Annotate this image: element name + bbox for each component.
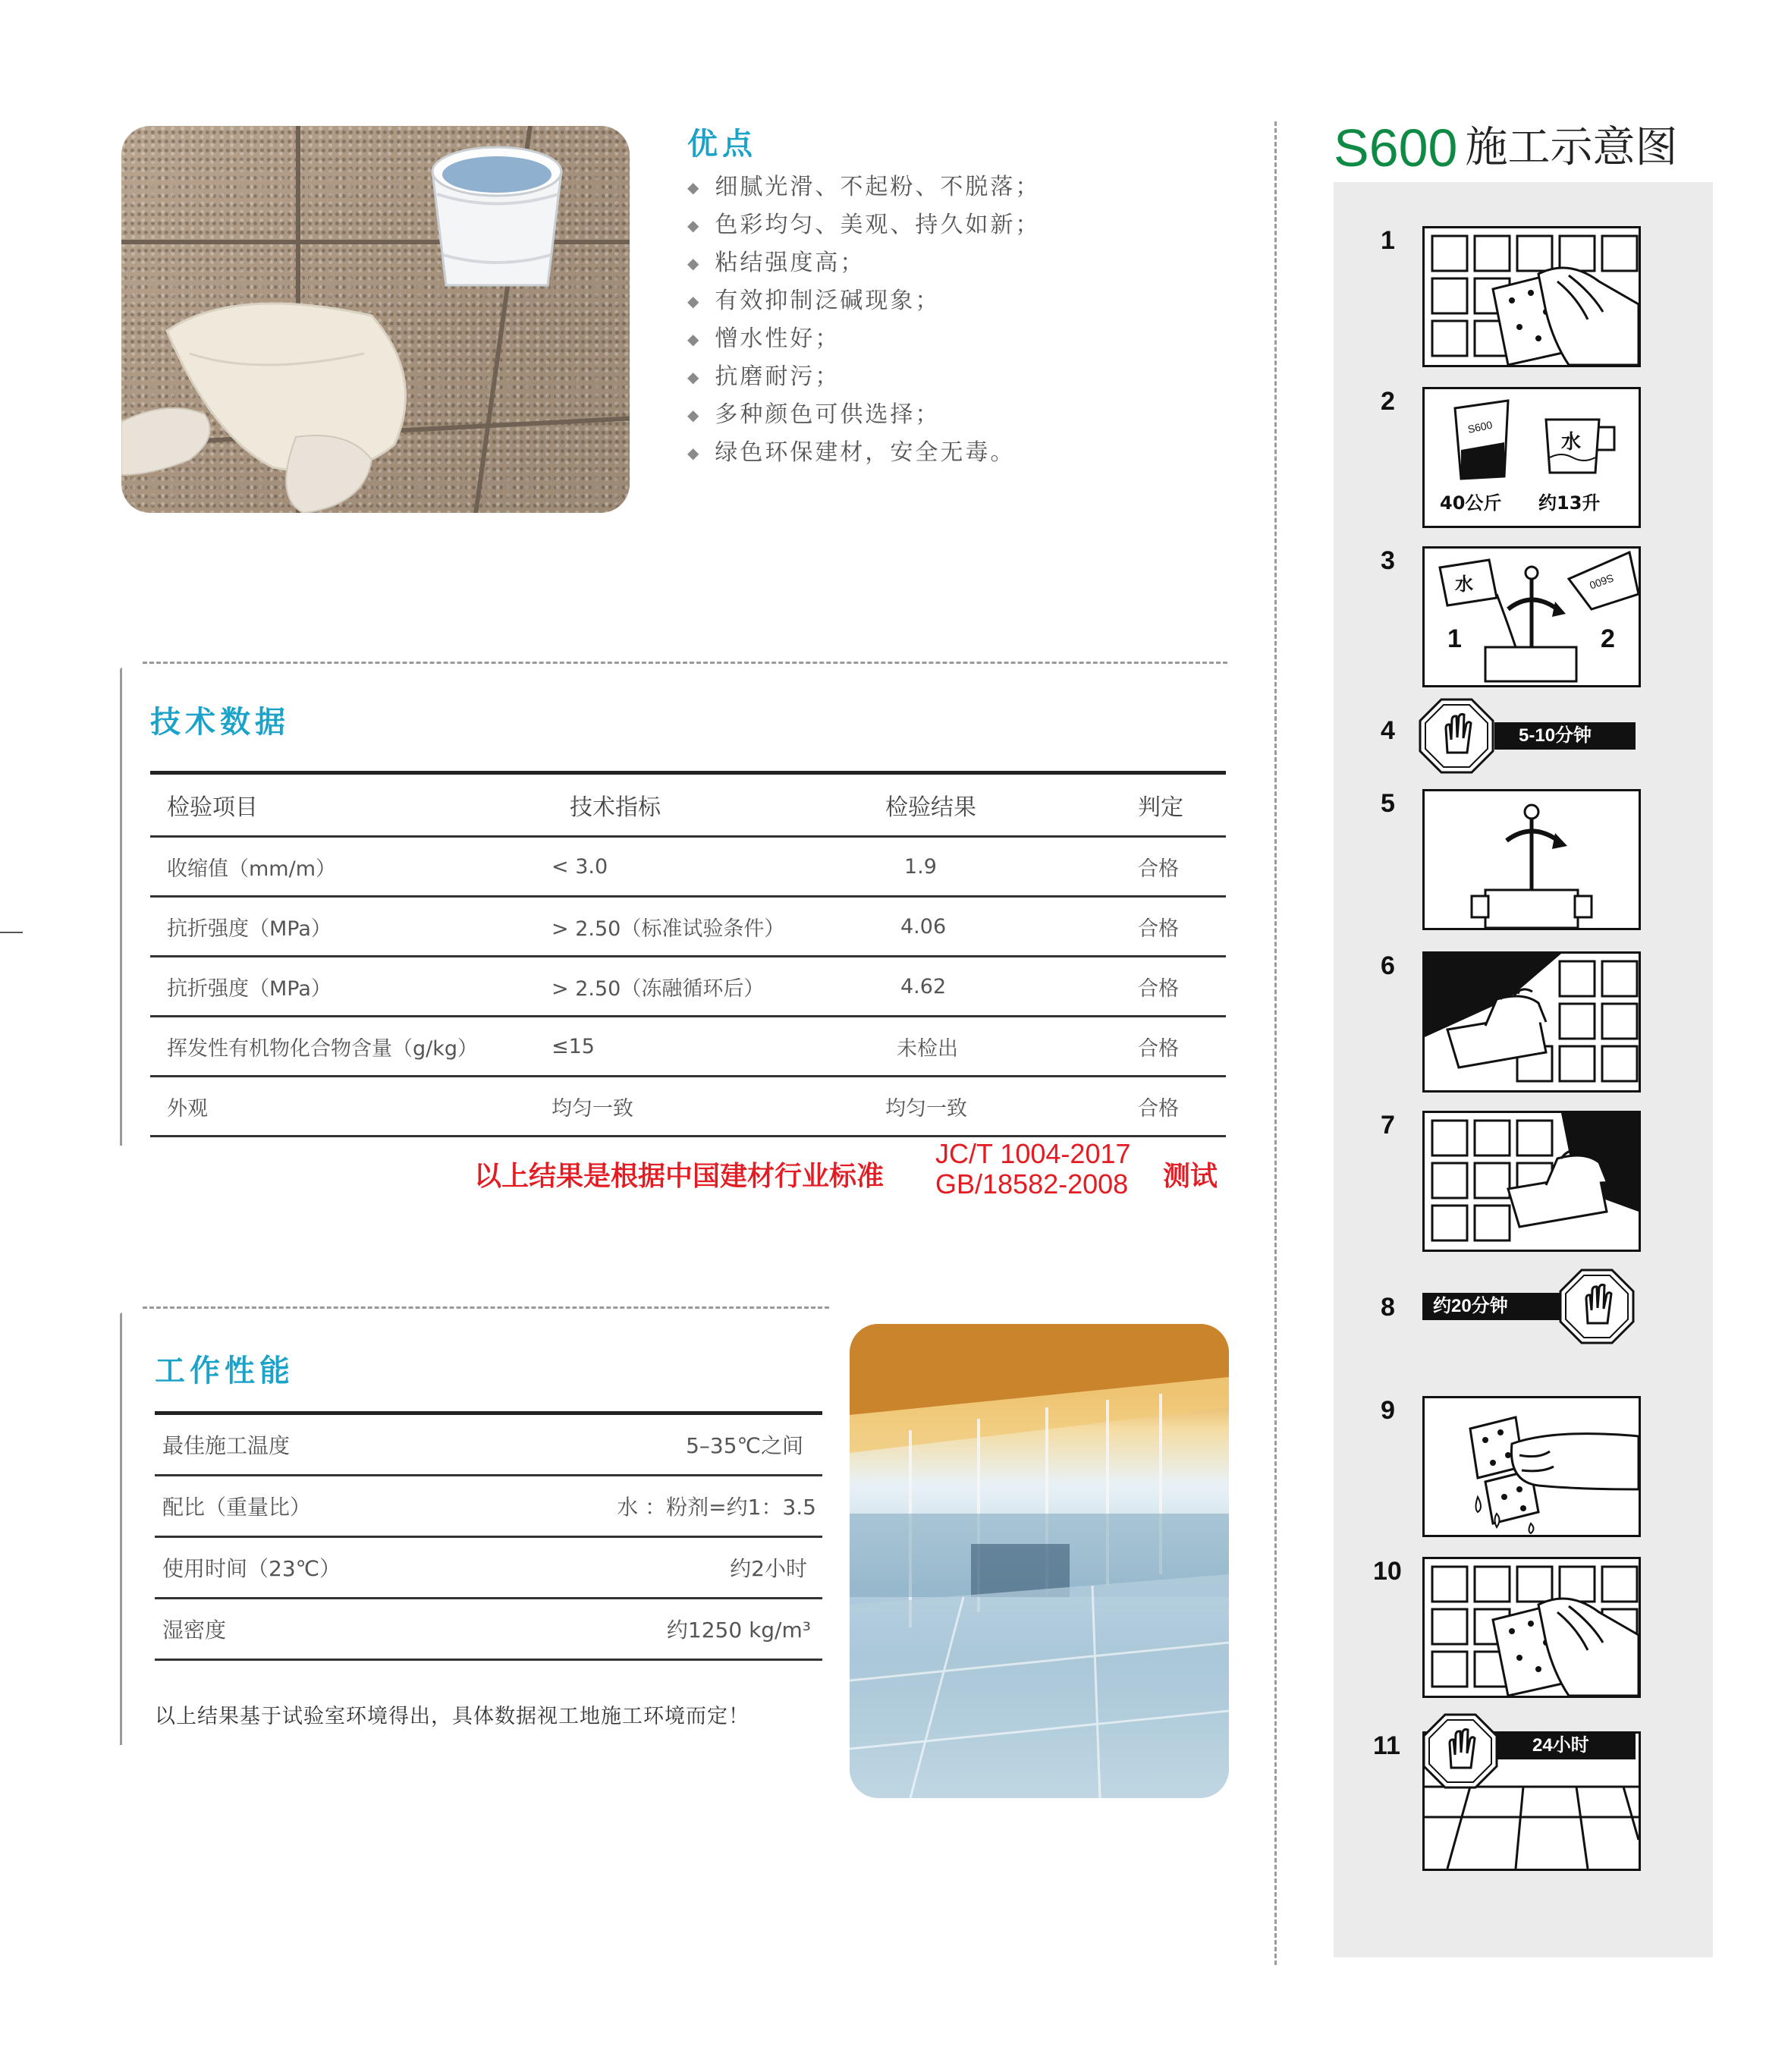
diagram-title <box>1334 114 1677 178</box>
wait-time-bar: 约20分钟 <box>1422 1293 1574 1320</box>
table-cell: 合格 <box>1121 1017 1226 1077</box>
table-row <box>155 1537 822 1599</box>
advantage-text: 细腻光滑、不起粉、不脱落； <box>715 174 1041 200</box>
bucket-icon <box>410 141 584 293</box>
trowel-hand-icon <box>1425 1113 1639 1250</box>
table-row <box>150 1077 1226 1137</box>
tech-data-title: 技术数据 <box>150 705 290 740</box>
table-cell: 约2小时 <box>472 1537 822 1599</box>
diamond-bullet-icon: ◆ <box>687 406 702 424</box>
column-header: 技术指标 <box>551 773 870 837</box>
step-number: 1 <box>1381 226 1395 255</box>
step-number: 10 <box>1373 1557 1402 1586</box>
table-cell: < 3.0 <box>551 837 870 897</box>
table-cell: 4.62 <box>870 957 1121 1017</box>
standard-note <box>474 1138 1233 1206</box>
advantage-item <box>687 168 1040 206</box>
table-cell: 最佳施工温度 <box>155 1413 472 1476</box>
table-cell: 挥发性有机物化合物含量（g/kg） <box>150 1017 551 1077</box>
wait-time-bar: 5-10分钟 <box>1494 722 1636 750</box>
table-cell: 1.9 <box>870 837 1121 897</box>
advantage-item <box>687 282 1040 320</box>
section-divider <box>120 1313 122 1745</box>
table-cell: 湿密度 <box>155 1599 472 1660</box>
table-cell: 抗折强度（MPa） <box>150 897 551 957</box>
powder-amount: 40公斤 <box>1440 492 1502 514</box>
table-row <box>150 1017 1226 1077</box>
table-cell: > 2.50（冻融循环后） <box>551 957 870 1017</box>
hall-interior-photo <box>850 1324 1229 1798</box>
step-number: 6 <box>1381 951 1395 980</box>
sponge-hand-icon <box>1425 228 1639 365</box>
diagram-title-text: 施工示意图 <box>1465 123 1678 172</box>
performance-title: 工作性能 <box>155 1354 294 1388</box>
step-number: 3 <box>1381 546 1395 575</box>
pour-and-mix-icon <box>1425 549 1639 685</box>
standard-code-gb: GB/18582-2008 <box>935 1168 1129 1199</box>
advantage-text: 多种颜色可供选择； <box>715 401 941 428</box>
table-cell: 水 ：粉剂=约1：3.5 <box>472 1476 822 1537</box>
step-number: 2 <box>1381 387 1395 416</box>
diamond-bullet-icon: ◆ <box>687 254 702 272</box>
wait-time-bar: 24小时 <box>1479 1732 1636 1759</box>
performance-note: 以上结果基于试验室环境得出，具体数据视工地施工环境而定！ <box>155 1705 749 1728</box>
water-amount: 约13升 <box>1538 492 1601 514</box>
table-cell: > 2.50（标准试验条件） <box>551 897 870 957</box>
step-number: 8 <box>1381 1293 1395 1322</box>
step-2-panel <box>1422 387 1641 528</box>
table-cell: 外观 <box>150 1077 551 1137</box>
diamond-bullet-icon: ◆ <box>687 292 702 310</box>
table-cell: 使用时间（23℃） <box>155 1537 472 1599</box>
table-cell: 合格 <box>1121 837 1226 897</box>
column-divider <box>1274 121 1277 1965</box>
table-cell: 合格 <box>1121 897 1226 957</box>
water-label: 水 <box>1455 574 1473 595</box>
step-number: 7 <box>1381 1111 1395 1140</box>
diamond-bullet-icon: ◆ <box>687 330 702 348</box>
tile-cleaning-photo <box>121 126 630 513</box>
diamond-bullet-icon: ◆ <box>687 368 702 386</box>
step-3-panel <box>1422 546 1641 687</box>
table-cell: 收缩值（mm/m） <box>150 837 551 897</box>
step-6-panel <box>1422 951 1641 1093</box>
trowel-hand-icon <box>1425 954 1639 1090</box>
advantage-text: 色彩均匀、美观、持久如新； <box>715 212 1041 238</box>
step-number: 11 <box>1373 1731 1400 1760</box>
order-number: 1 <box>1447 624 1462 653</box>
section-divider <box>143 1306 829 1309</box>
stop-hand-icon <box>1422 1713 1498 1789</box>
table-cell: 5–35℃之间 <box>472 1413 822 1476</box>
diamond-bullet-icon: ◆ <box>687 216 702 234</box>
step-number: 4 <box>1381 716 1395 745</box>
tech-data-table <box>150 771 1226 1137</box>
order-number: 2 <box>1601 624 1615 653</box>
table-cell: 合格 <box>1121 957 1226 1017</box>
towel-hands-icon <box>121 285 440 513</box>
standard-suffix: 测试 <box>1163 1161 1218 1192</box>
bag-label: S600 <box>1466 418 1494 435</box>
advantage-item <box>687 320 1040 358</box>
advantage-item <box>687 358 1040 396</box>
table-cell: 均匀一致 <box>870 1077 1121 1137</box>
table-row <box>155 1413 822 1476</box>
table-row <box>155 1476 822 1537</box>
table-row <box>150 957 1226 1017</box>
advantages-title: 优点 <box>687 127 757 162</box>
advantages-list <box>687 168 1040 472</box>
advantage-text: 抗磨耐污； <box>715 363 841 390</box>
step-number: 9 <box>1381 1396 1395 1425</box>
stop-hand-icon <box>1559 1269 1635 1344</box>
step-5-panel <box>1422 789 1641 930</box>
table-header-row <box>150 773 1226 837</box>
table-cell: 约1250 kg/m³ <box>472 1599 822 1660</box>
advantage-text: 绿色环保建材，安全无毒。 <box>715 439 1016 466</box>
advantage-text: 憎水性好； <box>715 325 841 352</box>
step-9-panel <box>1422 1396 1641 1537</box>
table-cell: 均匀一致 <box>551 1077 870 1137</box>
column-header: 检验结果 <box>870 773 1121 837</box>
wring-sponge-icon <box>1425 1398 1639 1535</box>
step-7-panel <box>1422 1111 1641 1252</box>
product-code: S600 <box>1334 118 1458 178</box>
advantage-item <box>687 244 1040 282</box>
margin-mark <box>0 932 23 933</box>
stir-icon <box>1425 791 1639 928</box>
step-10-panel <box>1422 1557 1641 1698</box>
water-label: 水 <box>1561 431 1582 454</box>
standard-prefix: 以上结果是根据中国建材行业标准 <box>474 1161 885 1192</box>
section-divider <box>143 662 1227 664</box>
table-row <box>150 837 1226 897</box>
hall-interior-illustration <box>850 1324 1229 1798</box>
table-row <box>155 1599 822 1660</box>
bag-and-water-icon <box>1425 389 1639 526</box>
standard-code-jc: JC/T 1004-2017 <box>935 1138 1131 1169</box>
column-header: 检验项目 <box>150 773 551 837</box>
table-cell: 未检出 <box>870 1017 1121 1077</box>
step-1-panel <box>1422 226 1641 367</box>
table-cell: ≤15 <box>551 1017 870 1077</box>
bag-label: S600 <box>1588 571 1616 592</box>
diamond-bullet-icon: ◆ <box>687 178 702 197</box>
advantage-item <box>687 434 1040 472</box>
column-header: 判定 <box>1121 773 1226 837</box>
section-divider <box>120 668 122 1146</box>
table-cell: 抗折强度（MPa） <box>150 957 551 1017</box>
advantage-text: 粘结强度高； <box>715 250 866 276</box>
table-cell: 4.06 <box>870 897 1121 957</box>
performance-table <box>155 1411 822 1661</box>
advantage-item <box>687 206 1040 244</box>
advantage-text: 有效抑制泛碱现象； <box>715 288 941 314</box>
sponge-hand-icon <box>1425 1559 1639 1696</box>
table-row <box>150 897 1226 957</box>
table-cell: 合格 <box>1121 1077 1226 1137</box>
advantage-item <box>687 396 1040 434</box>
diamond-bullet-icon: ◆ <box>687 444 702 462</box>
step-number: 5 <box>1381 789 1395 818</box>
table-cell: 配比（重量比） <box>155 1476 472 1537</box>
